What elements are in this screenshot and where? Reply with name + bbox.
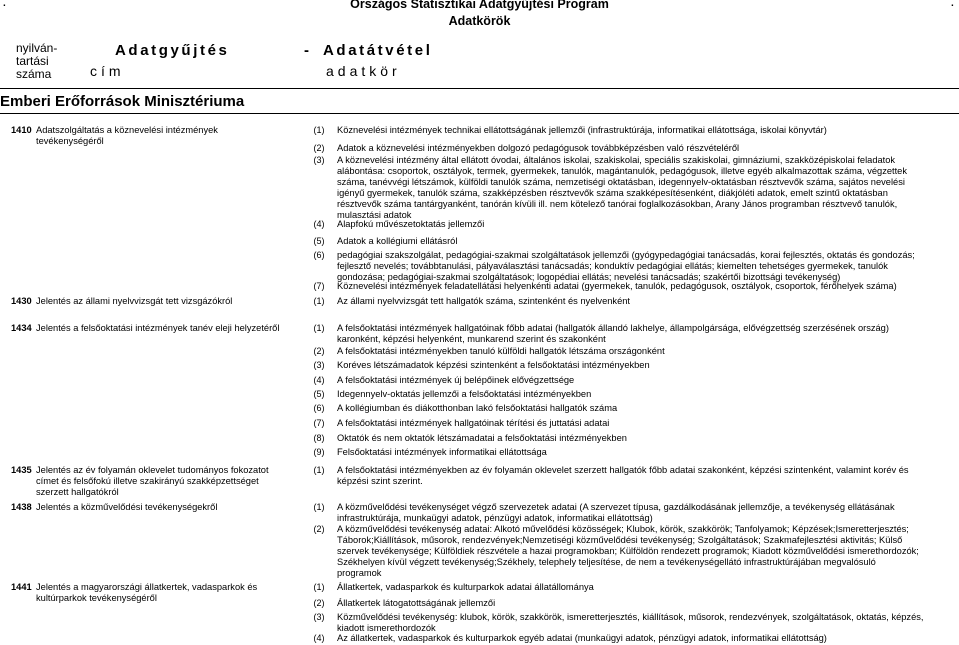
item-description-line: Állatkertek, vadasparkok és kulturparkok adatai állatállománya bbox=[337, 582, 594, 592]
item-description-line: A köznevelési intézmény által ellátott óvodai, általános iskolai, szakiskolai, speciális szakiskolai, gimnáziumi, szakközépiskolai feladatok bbox=[337, 155, 896, 165]
item-number: (3) bbox=[313, 360, 325, 370]
item-description-line: Közművelődési tevékenység: klubok, körök, szakkörök, ismeretterjesztés, kiállítások, műsorok, rendezvények, szolgáltatások, oktatás, képzés, bbox=[337, 612, 924, 622]
item-description-line: képzési szint szerint. bbox=[337, 476, 423, 486]
survey-title-line: szerzett hallgatókról bbox=[36, 487, 119, 497]
item-number: (2) bbox=[313, 346, 325, 356]
item-description-line: gondozása; pedagógiai-szakmai szolgáltatások; logopédiai ellátás; nevelési tanácsadás; szakértői bizottsági tevékenység) bbox=[337, 272, 841, 282]
item-description-line: fejlesztő nevelés; továbbtanulási, pályaválasztási tanácsadás; konduktív pedagógiai ellátás; kiemelten tehetséges gyermekek, tanulók bbox=[337, 261, 888, 271]
item-number: (1) bbox=[313, 465, 325, 475]
item-description-line: Táborok;Kiállítások, műsorok, rendezvények;Nemzetiségi közművelődési tevékenység; Szolgáltatások; Szakmafejlesztési aktivitás; Külső bbox=[337, 535, 903, 545]
corner-dot-right: . bbox=[951, 0, 954, 9]
item-description-line: A közművelődési tevékenységet végző szervezetek adatai (A szervezet típusa, gazdálkodásának jellemzője, a tevékenység ellátásának bbox=[337, 502, 895, 512]
item-description-line: Idegennyelv-oktatás jellemzői a felsőoktatási intézményekben bbox=[337, 389, 592, 399]
item-number: (7) bbox=[313, 418, 325, 428]
ministry-divider bbox=[0, 113, 959, 114]
item-number: (7) bbox=[313, 281, 325, 291]
survey-title-line: Adatszolgáltatás a köznevelési intézmények bbox=[36, 125, 218, 135]
item-description-line: Köznevelési intézmények technikai ellátottságának jellemzői (infrastruktúrája, informatikai ellátottsága, iskolai könyvtár) bbox=[337, 125, 827, 135]
item-description-line: karonként, képzési helyenként, munkarend szerint és szakonként bbox=[337, 334, 606, 344]
item-description-line: Felsőoktatási intézmények informatikai ellátottsága bbox=[337, 447, 547, 457]
item-number: (4) bbox=[313, 219, 325, 229]
id-column-header bbox=[16, 42, 57, 81]
item-description-line: programok bbox=[337, 568, 382, 578]
item-description-line: Oktatók és nem oktatók létszámadatai a felsőoktatási intézményekben bbox=[337, 433, 627, 443]
item-description-line: igényű gyermekek, tanulók száma, szakképzésben résztvevők száma szakképesítésenként, diákjóléti adatok, emelt szintű oktatásban bbox=[337, 188, 888, 198]
page-subtitle: Adatkörök bbox=[448, 14, 511, 28]
transfer-column-title: Adatátvétel bbox=[323, 42, 433, 59]
item-number: (9) bbox=[313, 447, 325, 457]
item-description-line: Állatkertek látogatottságának jellemzői bbox=[337, 598, 496, 608]
item-description-line: kiadott ismerethordozók bbox=[337, 623, 436, 633]
survey-id: 1410 bbox=[11, 125, 32, 135]
item-number: (2) bbox=[313, 598, 325, 608]
item-description-line: száma, tanévvégi létszámok, külföldi tanulók száma, nemzetiségi oktatásban, idegennyelv-oktatásban résztvevők száma, sajátos nevelési bbox=[337, 177, 905, 187]
item-description-line: infrastruktúrája, munkaügyi adatok, pénzügyi adatok, informatikai ellátottság) bbox=[337, 513, 653, 523]
item-number: (8) bbox=[313, 433, 325, 443]
item-description-line: A kollégiumban és diákotthonban lakó felsőoktatási hallgatók száma bbox=[337, 403, 618, 413]
item-description-line: Székhelyen kívül végzett tevékenység;Székhely, telephely teljesítése, de nem a tevékenységellátó infrastruktúrájában megvalósuló bbox=[337, 557, 876, 567]
page-title: Országos Statisztikai Adatgyűjtési Program bbox=[350, 0, 609, 11]
item-description-line: Köznevelési intézmények feladatellátási helyenkénti adatai (gyermekek, tanulók, pedagógusok, osztályok, csoportok, férőhelyek száma) bbox=[337, 281, 897, 291]
item-number: (3) bbox=[313, 612, 325, 622]
survey-title-line: Jelentés a közművelődési tevékenységekről bbox=[36, 502, 218, 512]
header-dash: - bbox=[304, 42, 312, 59]
item-description-line: A közművelődési tevékenység adatai: Alkotó művelődési közösségek; Klubok, körök, szakkörök; Tanfolyamok; Képzések;Ismeretterjesztés; bbox=[337, 524, 909, 534]
item-description-line: A felsőoktatási intézmények új belépőinek elővégzettsége bbox=[337, 375, 575, 385]
item-description-line: A felsőoktatási intézményekben tanuló külföldi hallgatók létszáma országonként bbox=[337, 346, 665, 356]
id-label-line1: nyilván- bbox=[16, 41, 58, 55]
item-description-line: A felsőoktatási intézményekben az év folyamán oklevelet szerzett hallgatók főbb adatai szakonként, képzési szintenként, valamint korév és bbox=[337, 465, 909, 475]
id-label-line2: tartási bbox=[16, 54, 49, 68]
collection-column-subtitle: cím bbox=[90, 63, 125, 79]
item-description-line: A felsőoktatási intézmények hallgatóinak főbb adatai (hallgatók állandó lakhelye, állampolgársága, elővégzettség szerzésének ország) bbox=[337, 323, 889, 333]
item-number: (1) bbox=[313, 582, 325, 592]
survey-id: 1438 bbox=[11, 502, 32, 512]
item-number: (4) bbox=[313, 375, 325, 385]
survey-title-line: tevékenységéről bbox=[36, 136, 104, 146]
item-description-line: Adatok a köznevelési intézményekben dolgozó pedagógusok továbbképzésben való részvételéről bbox=[337, 143, 740, 153]
survey-id: 1430 bbox=[11, 296, 32, 306]
item-number: (6) bbox=[313, 403, 325, 413]
survey-id: 1434 bbox=[11, 323, 32, 333]
item-number: (4) bbox=[313, 633, 325, 643]
item-description-line: Alapfokú művészetoktatás jellemzői bbox=[337, 219, 485, 229]
item-number: (1) bbox=[313, 125, 325, 135]
item-number: (3) bbox=[313, 155, 325, 165]
item-description-line: Adatok a kollégiumi ellátásról bbox=[337, 236, 458, 246]
survey-title-line: címet és felsőfokú illetve szakirányú szakképzettséget bbox=[36, 476, 259, 486]
item-description-line: A felsőoktatási intézmények hallgatóinak térítési és juttatási adatai bbox=[337, 418, 610, 428]
item-number: (2) bbox=[313, 143, 325, 153]
survey-title-line: kultúrparkok tevékenységéről bbox=[36, 593, 157, 603]
item-description-line: szervek tevékenysége; Külföldiek részvétele a hazai programokban; Külföldön rendezett programok; Kiadott közművelődési ismerethordozók; bbox=[337, 546, 919, 556]
item-number: (5) bbox=[313, 236, 325, 246]
ministry-heading: Emberi Erőforrások Minisztériuma bbox=[0, 93, 245, 110]
survey-id: 1441 bbox=[11, 582, 32, 592]
collection-column-title: Adatgyűjtés bbox=[115, 42, 230, 59]
item-number: (1) bbox=[313, 296, 325, 306]
item-number: (6) bbox=[313, 250, 325, 260]
item-number: (1) bbox=[313, 502, 325, 512]
item-number: (5) bbox=[313, 389, 325, 399]
item-number: (1) bbox=[313, 323, 325, 333]
item-description-line: Az állami nyelvvizsgát tett hallgatók száma, szintenként és nyelvenként bbox=[337, 296, 630, 306]
survey-title-line: Jelentés az állami nyelvvizsgát tett vizsgázókról bbox=[36, 296, 233, 306]
item-description-line: pedagógiai szakszolgálat, pedagógiai-szakmai szolgáltatások jellemzői (gyógypedagógiai tanácsadás, korai fejlesztés, oktatás és gondozás; bbox=[337, 250, 915, 260]
item-description-line: Az állatkertek, vadasparkok és kulturparkok egyéb adatai (munkaügyi adatok, pénzügyi adatok, informatikai ellátottság) bbox=[337, 633, 827, 643]
corner-dot-left: . bbox=[3, 0, 6, 9]
header-divider bbox=[0, 88, 959, 89]
item-number: (2) bbox=[313, 524, 325, 534]
item-description-line: Koréves létszámadatok képzési szintenként a felsőoktatási intézményekben bbox=[337, 360, 650, 370]
item-description-line: mulasztási adatok bbox=[337, 210, 412, 220]
item-description-line: alábontása: csoportok, osztályok, termek, gyermekek, tanulók, magántanulók, pedagógusok, illetve egyéb alkalmazottak száma, végzettek bbox=[337, 166, 908, 176]
id-label-line3: száma bbox=[16, 67, 52, 81]
survey-title-line: Jelentés az év folyamán oklevelet tudományos fokozatot bbox=[36, 465, 269, 475]
item-description-line: résztvevők száma tantárgyanként, tanórán kívüli ill. nem kötelező tanórai foglalkozásokban, Arany János programban résztvevő tanulók, bbox=[337, 199, 898, 209]
survey-title-line: Jelentés a magyarországi állatkertek, vadasparkok és bbox=[36, 582, 258, 592]
survey-id: 1435 bbox=[11, 465, 32, 475]
transfer-column-subtitle: adatkör bbox=[326, 63, 401, 79]
survey-title-line: Jelentés a felsőoktatási intézmények tanév eleji helyzetéről bbox=[36, 323, 280, 333]
